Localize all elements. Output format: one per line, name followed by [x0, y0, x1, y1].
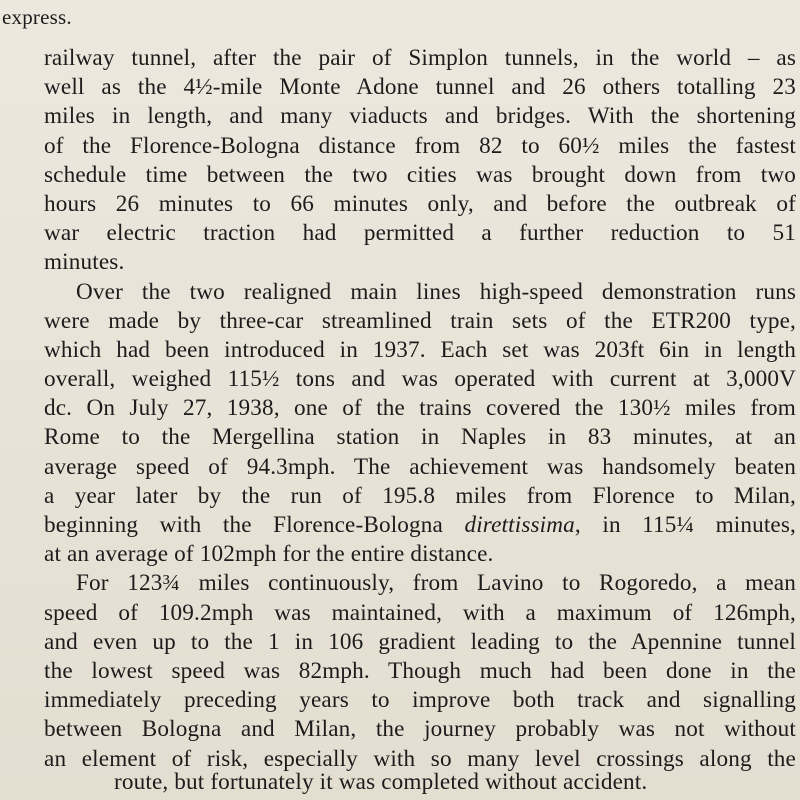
article-body: [44, 44, 796, 795]
text-line: well as the 4½-mile Monte Adone tunnel and 26 others totalling 23: [44, 74, 796, 101]
text-line: were made by three-car streamlined train sets of the ETR200 type,: [44, 307, 796, 334]
text-line: war electric traction had permitted a further reduction to 51: [44, 220, 796, 247]
text-line: the lowest speed was 82mph. Though much had been done in the: [44, 657, 796, 684]
text-line: schedule time between the two cities was brought down from two: [44, 161, 796, 188]
text-line: and even up to the 1 in 106 gradient leading to the Apennine tunnel: [44, 628, 796, 655]
text-segment: beginning with the Florence-Bologna: [44, 512, 443, 538]
text-line: an element of risk, especially with so many level crossings along the: [44, 745, 796, 772]
text-line: of the Florence-Bologna distance from 82 to 60½ miles the fastest: [44, 132, 796, 159]
text-line: [44, 511, 796, 540]
text-line: which had been introduced in 1937. Each set was 203ft 6in in length: [44, 336, 796, 363]
text-line: overall, weighed 115½ tons and was operated with current at 3,000V: [44, 366, 796, 393]
text-line: between Bologna and Milan, the journey probably was not without: [44, 716, 796, 743]
text-line: For 123¾ miles continuously, from Lavino to Rogoredo, a mean: [76, 570, 796, 597]
text-line: railway tunnel, after the pair of Simplon tunnels, in the world – as: [44, 45, 796, 71]
text-segment: , in 115¼ minutes,: [574, 512, 796, 538]
text-line: immediately preceding years to improve both track and signalling: [44, 687, 796, 714]
previous-page-text: express.: [2, 5, 72, 29]
text-line: Over the two realigned main lines high-speed demonstration runs: [76, 278, 796, 305]
italic-term: direttissima: [464, 512, 575, 538]
text-line: route, but fortunately it was completed without accident.: [114, 768, 648, 795]
text-line: minutes.: [44, 249, 125, 276]
text-line: average speed of 94.3mph. The achievement was handsomely beaten: [44, 453, 796, 480]
text-line: hours 26 minutes to 66 minutes only, and before the outbreak of: [44, 190, 796, 217]
text-line: speed of 109.2mph was maintained, with a maximum of 126mph,: [44, 599, 796, 626]
text-line: Rome to the Mergellina station in Naples in 83 minutes, at an: [44, 424, 796, 451]
text-line: at an average of 102mph for the entire distance.: [44, 541, 494, 568]
text-line: a year later by the run of 195.8 miles from Florence to Milan,: [44, 482, 796, 509]
text-line: miles in length, and many viaducts and bridges. With the shortening: [44, 103, 796, 130]
text-line: dc. On July 27, 1938, one of the trains covered the 130½ miles from: [44, 395, 796, 422]
